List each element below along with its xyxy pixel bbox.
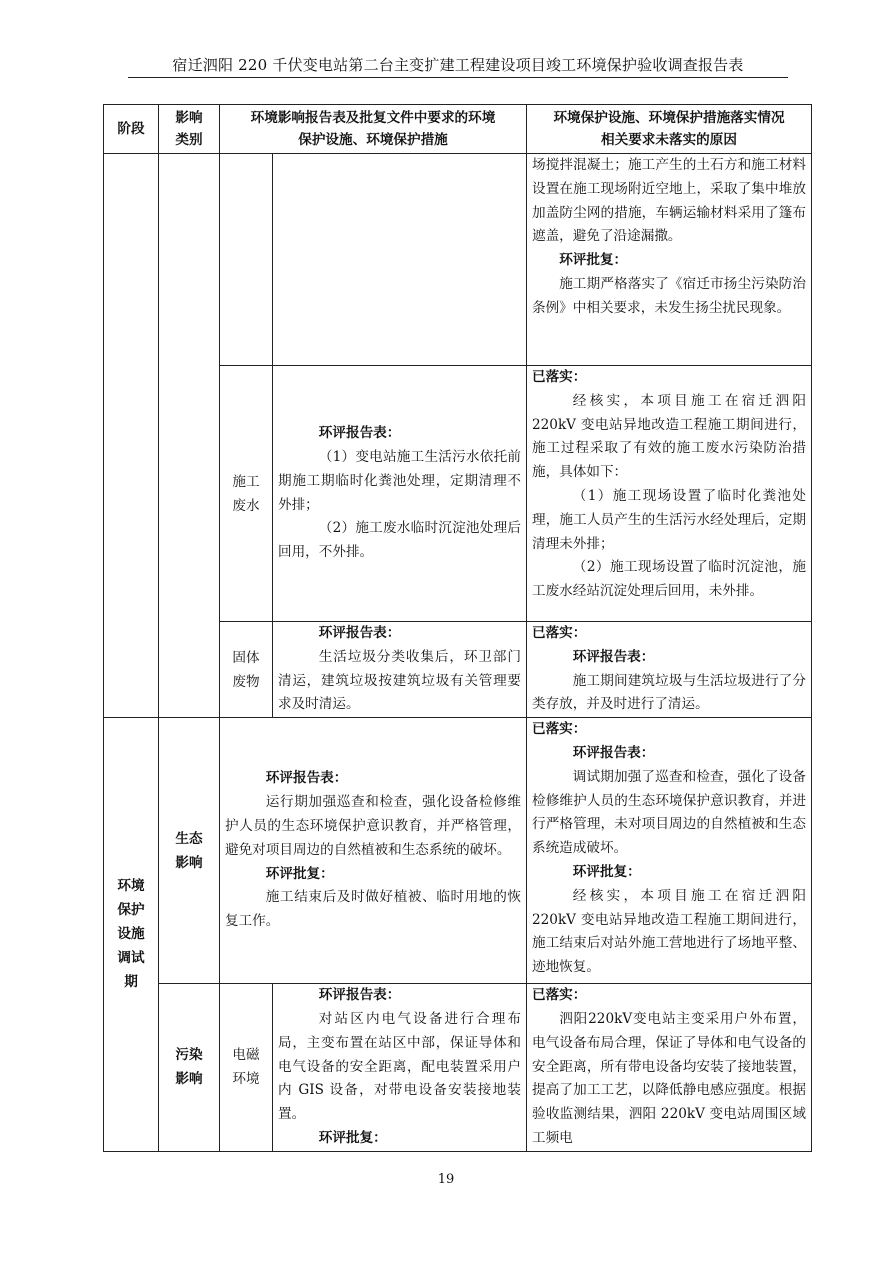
stage-cell-construction: [104, 154, 159, 718]
table-header-row: [104, 105, 812, 154]
table-row: [104, 718, 812, 984]
requirement-cell-ecological: 环评报告表： 运行期加强巡查和检查，强化设备检修维护人员的生态环境保护意识教育，并严格管理，避免对项目周边的自然植被和生态系统的破坏。 环评批复： 施工结束后及时做好植被、临时用地的恢复工作。: [220, 718, 527, 984]
implementation-cell-wastewater: 已落实： 经核实，本项目施工在宿迁泗阳 220kV 变电站异地改造工程施工期间进行，施工过程采取了有效的施工废水污染防治措施，具体如下： （1）施工现场设置了临时化粪池处理，施工人员产生的生活污水经处理后，定期清理未外排； （2）施工现场设置了临时沉淀池，施工废水经站沉淀处理后回用，未外排。: [527, 366, 812, 622]
stage-cell-debugging: 环境 保护 设施 调试 期: [104, 718, 159, 1152]
page-number: 19: [437, 1172, 455, 1187]
requirement-cell-electromagnetic: 环评报告表： 对站区内电气设备进行合理布局，主变布置在站区中部，保证导体和电气设备的安全距离，配电装置采用户内 GIS 设备，对带电设备安装接地装置。 环评批复：: [273, 984, 527, 1152]
subcategory-cell-solid-waste: 固体 废物: [220, 622, 273, 718]
header-rule: [128, 77, 788, 78]
implementation-cell-ecological: 已落实： 环评报告表： 调试期加强了巡查和检查，强化了设备检修维护人员的生态环境保护意识教育，并进行严格管理，未对项目周边的自然植被和生态系统造成破坏。 环评批复： 经核实，本项目施工在宿迁泗阳 220kV 变电站异地改造工程施工期间进行，施工结束后对站外施工营地进行了场地平整、迹地恢复。: [527, 718, 812, 984]
acceptance-table: [103, 104, 812, 1152]
header-implementation: 环境保护设施、环境保护措施落实情况 相关要求未落实的原因: [527, 105, 812, 154]
subcategory-cell-electromagnetic: 电磁 环境: [220, 984, 273, 1152]
category-cell-ecological: 生态 影响: [159, 718, 220, 984]
category-cell-pollution: [159, 154, 220, 718]
subcategory-cell-wastewater: 施工 废水: [220, 366, 273, 622]
header-impact-category: 影响 类别: [159, 105, 220, 154]
table-row: [104, 984, 812, 1152]
requirement-cell-solid-waste: 环评报告表： 生活垃圾分类收集后，环卫部门清运，建筑垃圾按建筑垃圾有关管理要求及时清运。: [273, 622, 527, 718]
category-cell-pollution-impact: 污染 影响: [159, 984, 220, 1152]
implementation-cell-electromagnetic: 已落实： 泗阳220kV变电站主变采用户外布置，电气设备布局合理，保证了导体和电气设备的安全距离，所有带电设备均安装了接地装置，提高了加工工艺，以降低静电感应强度。根据验收监测结果，泗阳 220kV 变电站周围区域工频电: [527, 984, 812, 1152]
table-row: [104, 154, 812, 366]
implementation-cell-dust: 场搅拌混凝土；施工产生的土石方和施工材料设置在施工现场附近空地上，采取了集中堆放加盖防尘网的措施，车辆运输材料采用了篷布遮盖，避免了沿途漏撒。 环评批复： 施工期严格落实了《宿迁市扬尘污染防治条例》中相关要求，未发生扬尘扰民现象。: [527, 154, 812, 366]
header-stage: 阶段: [104, 105, 159, 154]
header-requirements: 环境影响报告表及批复文件中要求的环境 保护设施、环境保护措施: [220, 105, 527, 154]
requirement-cell-dust: [273, 154, 527, 366]
document-header-title: 宿迁泗阳 220 千伏变电站第二台主变扩建工程建设项目竣工环境保护验收调查报告表: [172, 56, 744, 74]
subcategory-cell-dust: [220, 154, 273, 366]
requirement-cell-wastewater: 环评报告表： （1）变电站施工生活污水依托前期施工期临时化粪池处理，定期清理不外排； （2）施工废水临时沉淀池处理后回用，不外排。: [273, 366, 527, 622]
implementation-cell-solid-waste: 已落实： 环评报告表： 施工期间建筑垃圾与生活垃圾进行了分类存放，并及时进行了清运。: [527, 622, 812, 718]
